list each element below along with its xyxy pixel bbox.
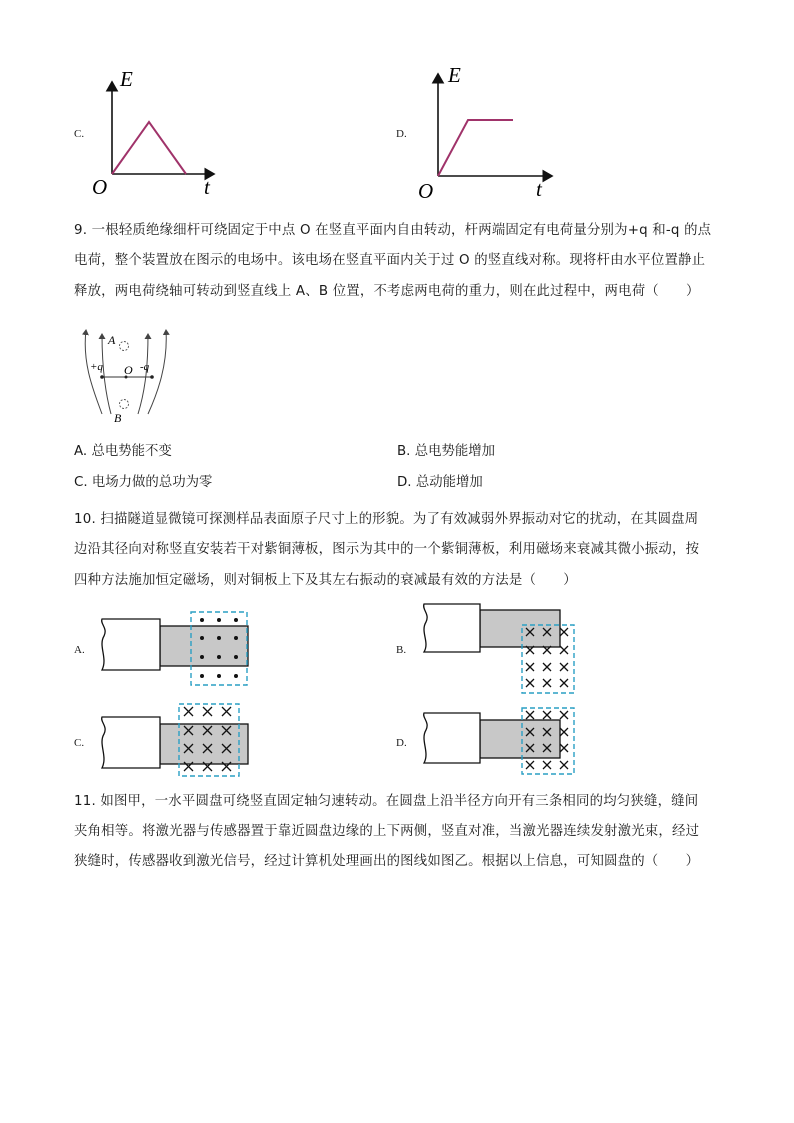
q10-option-d-letter[interactable]: D. — [396, 737, 407, 749]
label-plus-q: +q — [90, 361, 103, 373]
option-c-letter: C. — [74, 128, 85, 140]
disc-edge — [102, 717, 160, 768]
q10-text-line1: 10. 扫描隧道显微镜可探测样品表面原子尺寸上的形貌。为了有效减弱外界振动对它的扰动，在其圆盘周 — [74, 512, 699, 527]
option-d-letter: D. — [396, 128, 407, 140]
copper-plate — [480, 610, 560, 647]
field-line — [148, 330, 166, 414]
label-minus-q: -q — [140, 361, 150, 373]
q10-option-c-letter[interactable]: C. — [74, 737, 85, 749]
q9-text-line3: 释放，两电荷绕轴可转动到竖直线上 A、B 位置，不考虑两电荷的重力，则在此过程中，两电荷（ ） — [74, 284, 700, 299]
q9-option-d[interactable]: D. 总动能增加 — [397, 475, 483, 490]
q9-option-a[interactable]: A. 总电势能不变 — [74, 444, 172, 459]
charge-minus — [150, 375, 154, 379]
data-line — [438, 120, 513, 176]
x-axis-label: t — [536, 177, 542, 200]
x-axis-label: t — [204, 175, 210, 199]
disc-edge — [102, 619, 160, 670]
disc-edge — [424, 713, 480, 763]
q9-option-b[interactable]: B. 总电势能增加 — [397, 444, 496, 459]
label-a: A — [108, 333, 116, 347]
copper-plate — [160, 626, 248, 666]
q10-figure-d — [418, 702, 582, 782]
label-o: O — [124, 363, 133, 377]
q10-text-line2: 边沿其径向对称竖直安装若干对紫铜薄板，图示为其中的一个紫铜薄板，利用磁场来衰减其微小振动，按 — [74, 542, 700, 557]
q10-option-b-letter[interactable]: B. — [396, 644, 407, 656]
q10-figure-b — [418, 598, 582, 698]
q10-figure-c — [94, 702, 254, 782]
label-b: B — [114, 411, 122, 425]
disc-edge — [424, 604, 480, 652]
q10-figure-a — [94, 606, 254, 690]
graph-option-c — [88, 60, 228, 200]
q11-text-line3: 狭缝时，传感器收到激光信号，经过计算机处理画出的图线如图乙。根据以上信息，可知圆盘的（ ） — [74, 854, 700, 869]
q11-text-line2: 夹角相等。将激光器与传感器置于靠近圆盘边缘的上下两侧，竖直对准，当激光器连续发射激光束，经过 — [74, 824, 700, 839]
q10-option-a-letter[interactable]: A. — [74, 644, 85, 656]
q9-text-line1: 9. 一根轻质绝缘细杆可绕固定于中点 O 在竖直平面内自由转动，杆两端固定有电荷量分别为+q 和-q 的点 — [74, 223, 712, 238]
origin-label: O — [418, 179, 434, 200]
field-line — [138, 334, 148, 414]
copper-plate — [480, 720, 560, 758]
q9-option-c[interactable]: C. 电场力做的总功为零 — [74, 475, 213, 490]
data-line — [112, 122, 186, 174]
q11-text-line1: 11. 如图甲，一水平圆盘可绕竖直固定轴匀速转动。在圆盘上沿半径方向开有三条相同的均匀狭缝，缝间 — [74, 794, 699, 809]
origin-label: O — [92, 175, 108, 199]
q10-text-line3: 四种方法施加恒定磁场，则对铜板上下及其左右振动的衰减最有效的方法是（ ） — [74, 573, 577, 588]
electric-field-figure — [74, 322, 184, 426]
copper-plate — [160, 724, 248, 764]
y-axis-label: E — [120, 67, 133, 91]
position-a — [120, 342, 129, 351]
position-b — [120, 400, 129, 409]
charge-plus — [100, 375, 104, 379]
graph-option-d — [414, 60, 564, 200]
y-axis-label: E — [448, 63, 461, 87]
q9-text-line2: 电荷，整个装置放在图示的电场中。该电场在竖直平面内关于过 O 的竖直线对称。现将杆由水平位置静止 — [74, 253, 706, 268]
